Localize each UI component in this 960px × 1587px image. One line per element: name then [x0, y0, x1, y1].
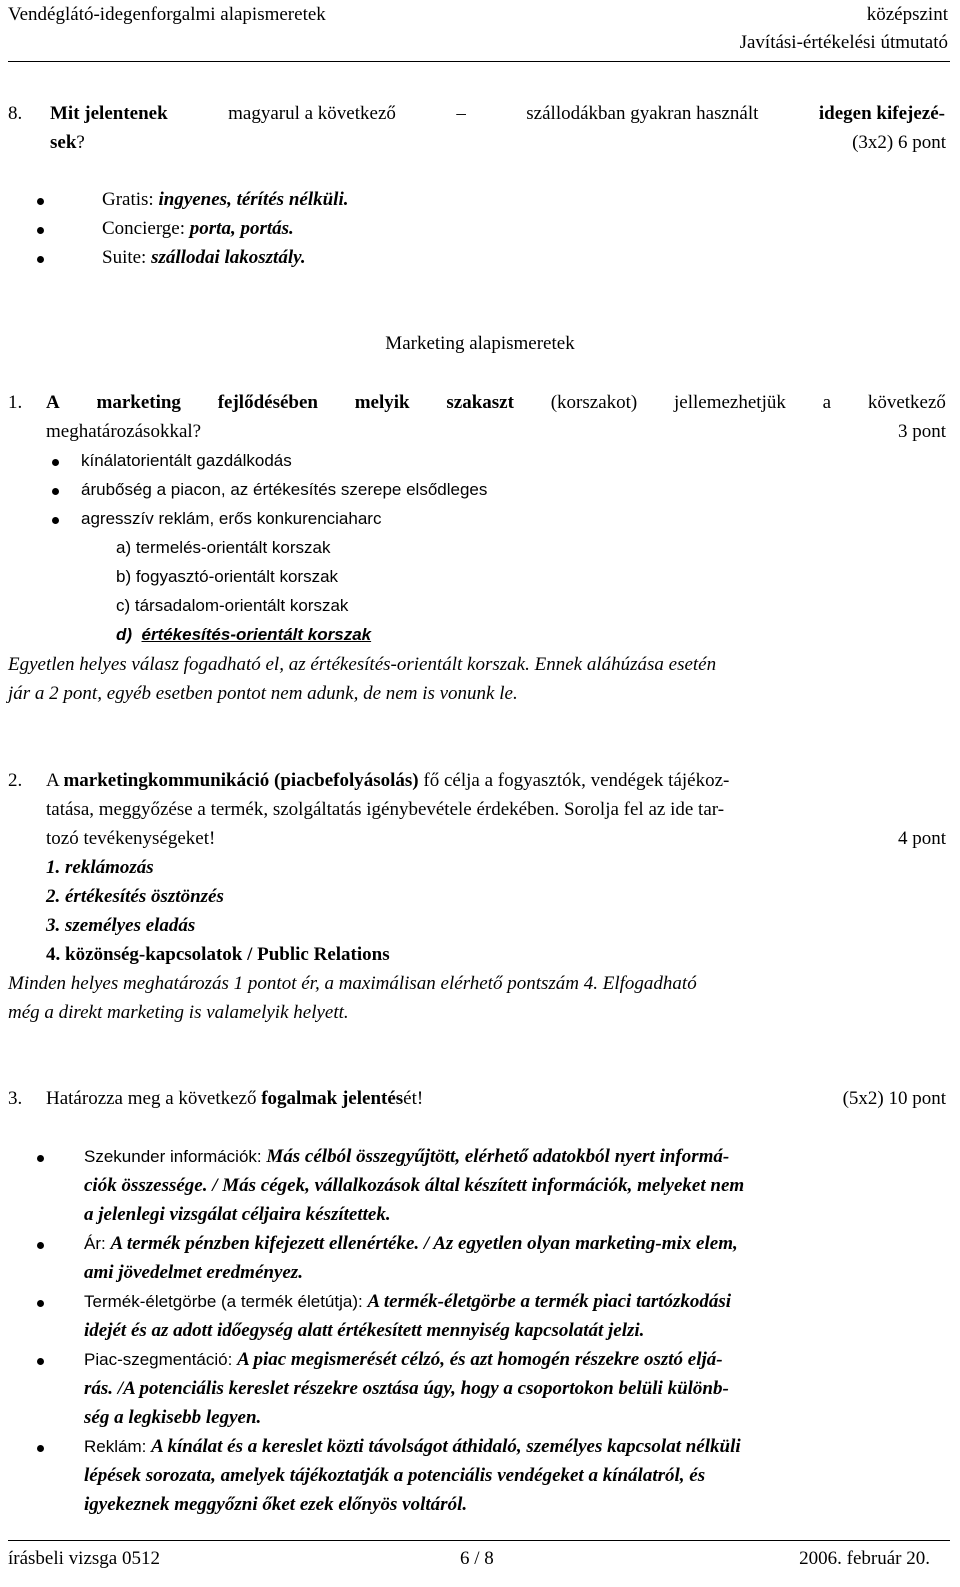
m3-definition-cont: igyekeznek meggyőzni őket ezek előnyös voltáról.	[84, 1494, 468, 1515]
bullet-icon	[37, 256, 44, 263]
m3-definition: Reklám: A kínálat és a kereslet közti távolságot áthidaló, személyes kapcsolat nélküli	[84, 1436, 741, 1457]
footer-exam: írásbeli vizsga 0512	[8, 1548, 160, 1569]
bullet-icon	[37, 1300, 44, 1307]
header-guide: Javítási-értékelési útmutató	[739, 32, 948, 53]
m2-question-line2: tatása, meggyőzése a termék, szolgáltatás igénybevétele érdekében. Sorolja fel az ide tar-	[46, 799, 725, 820]
m2-answer: 3. személyes eladás	[46, 915, 196, 936]
bullet-icon	[52, 517, 59, 524]
m2-note-line2: még a direkt marketing is valamelyik helyett.	[8, 1002, 349, 1023]
bullet-icon	[52, 459, 59, 466]
m3-definition-cont: ciók összessége. / Más cégek, vállalkozások által készített információk, melyeket nem	[84, 1175, 745, 1196]
header-level: középszint	[866, 4, 948, 25]
header-left: Vendéglátó-idegenforgalmi alapismeretek	[8, 4, 326, 25]
m3-definition-cont: lépések sorozata, amelyek tájékoztatják a potenciális vendégeket a kínálatról, és	[84, 1465, 706, 1486]
m2-answer: 2. értékesítés ösztönzés	[46, 886, 224, 907]
bullet-icon	[37, 227, 44, 234]
m1-option-b: b) fogyasztó-orientált korszak	[116, 567, 339, 586]
m1-option-a: a) termelés-orientált korszak	[116, 538, 331, 557]
m3-definition: Termék-életgörbe (a termék életútja): A termék-életgörbe a termék piaci tartózkodási	[84, 1291, 732, 1312]
m2-points: 4 pont	[897, 828, 946, 849]
m3-definition-cont: idejét és az adott időegység alatt értékesített mennyiség kapcsolatát jelzi.	[84, 1320, 645, 1341]
m3-definition-cont: ami jövedelmet eredményez.	[84, 1262, 303, 1283]
m2-answer: 1. reklámozás	[46, 857, 154, 878]
m1-note-line2: jár a 2 pont, egyéb esetben pontot nem adunk, de nem is vonunk le.	[8, 683, 518, 704]
q8-question-line2: sek?	[50, 132, 85, 153]
m3-definition-cont: rás. /A potenciális kereslet részekre osztása úgy, hogy a csoportokon belüli különb-	[84, 1378, 729, 1399]
m1-points: 3 pont	[897, 421, 946, 442]
m1-note-line1: Egyetlen helyes válasz fogadható el, az értékesítés-orientált korszak. Ennek aláhúzása esetén	[8, 654, 717, 675]
m2-note-line1: Minden helyes meghatározás 1 pontot ér, a maximálisan elérhető pontszám 4. Elfogadható	[8, 973, 697, 994]
m1-question-line2: meghatározásokkal?	[46, 421, 202, 442]
m3-points: (5x2) 10 pont	[842, 1088, 946, 1109]
m1-question-line1: A marketing fejlődésében melyik szakaszt (korszakot) jellemezhetjük a következő	[46, 392, 946, 413]
bullet-icon	[37, 1242, 44, 1249]
header-rule	[8, 61, 950, 62]
section-title: Marketing alapismeretek	[385, 333, 575, 354]
m3-definition: Piac-szegmentáció: A piac megismerését célzó, és azt homogén részekre osztó eljá-	[84, 1349, 723, 1370]
bullet-icon	[37, 1445, 44, 1452]
m2-answer: 4. közönség-kapcsolatok / Public Relations	[46, 944, 390, 965]
m2-number: 2.	[8, 770, 23, 791]
m3-question: Határozza meg a következő fogalmak jelentését!	[46, 1088, 424, 1109]
m1-option-c: c) társadalom-orientált korszak	[116, 596, 349, 615]
footer-date: 2006. február 20.	[799, 1548, 930, 1569]
footer-rule	[8, 1540, 950, 1541]
q8-item: Concierge: porta, portás.	[102, 218, 294, 239]
m1-number: 1.	[8, 392, 23, 413]
m3-number: 3.	[8, 1088, 23, 1109]
m1-option-d: d) értékesítés-orientált korszak	[116, 625, 372, 644]
m3-definition: Ár: A termék pénzben kifejezett ellenértéke. / Az egyetlen olyan marketing-mix elem,	[84, 1233, 738, 1254]
m1-characteristic: agresszív reklám, erős konkurenciaharc	[81, 509, 382, 528]
m1-characteristic: árubőség a piacon, az értékesítés szerepe elsődleges	[81, 480, 488, 499]
q8-number: 8.	[8, 103, 23, 124]
m3-definition: Szekunder információk: Más célból összegyűjtött, elérhető adatokból nyert informá-	[84, 1146, 730, 1167]
m2-question-line3: tozó tevékenységeket!	[46, 828, 216, 849]
m3-definition-cont: ség a legkisebb legyen.	[84, 1407, 262, 1428]
bullet-icon	[37, 1155, 44, 1162]
q8-item: Gratis: ingyenes, térítés nélküli.	[102, 189, 349, 210]
footer-page: 6 / 8	[460, 1548, 494, 1569]
bullet-icon	[52, 488, 59, 495]
m3-definition-cont: a jelenlegi vizsgálat céljaira készítettek.	[84, 1204, 391, 1225]
bullet-icon	[37, 1358, 44, 1365]
m2-question-line1: A marketingkommunikáció (piacbefolyásolás) fő célja a fogyasztók, vendégek tájékoz-	[46, 770, 730, 791]
q8-points: (3x2) 6 pont	[852, 132, 946, 153]
q8-question-line1: Mit jelentenek magyarul a következő – szállodákban gyakran használt idegen kifejezé-	[50, 103, 945, 124]
bullet-icon	[37, 198, 44, 205]
m1-characteristic: kínálatorientált gazdálkodás	[81, 451, 292, 470]
q8-item: Suite: szállodai lakosztály.	[102, 247, 306, 268]
